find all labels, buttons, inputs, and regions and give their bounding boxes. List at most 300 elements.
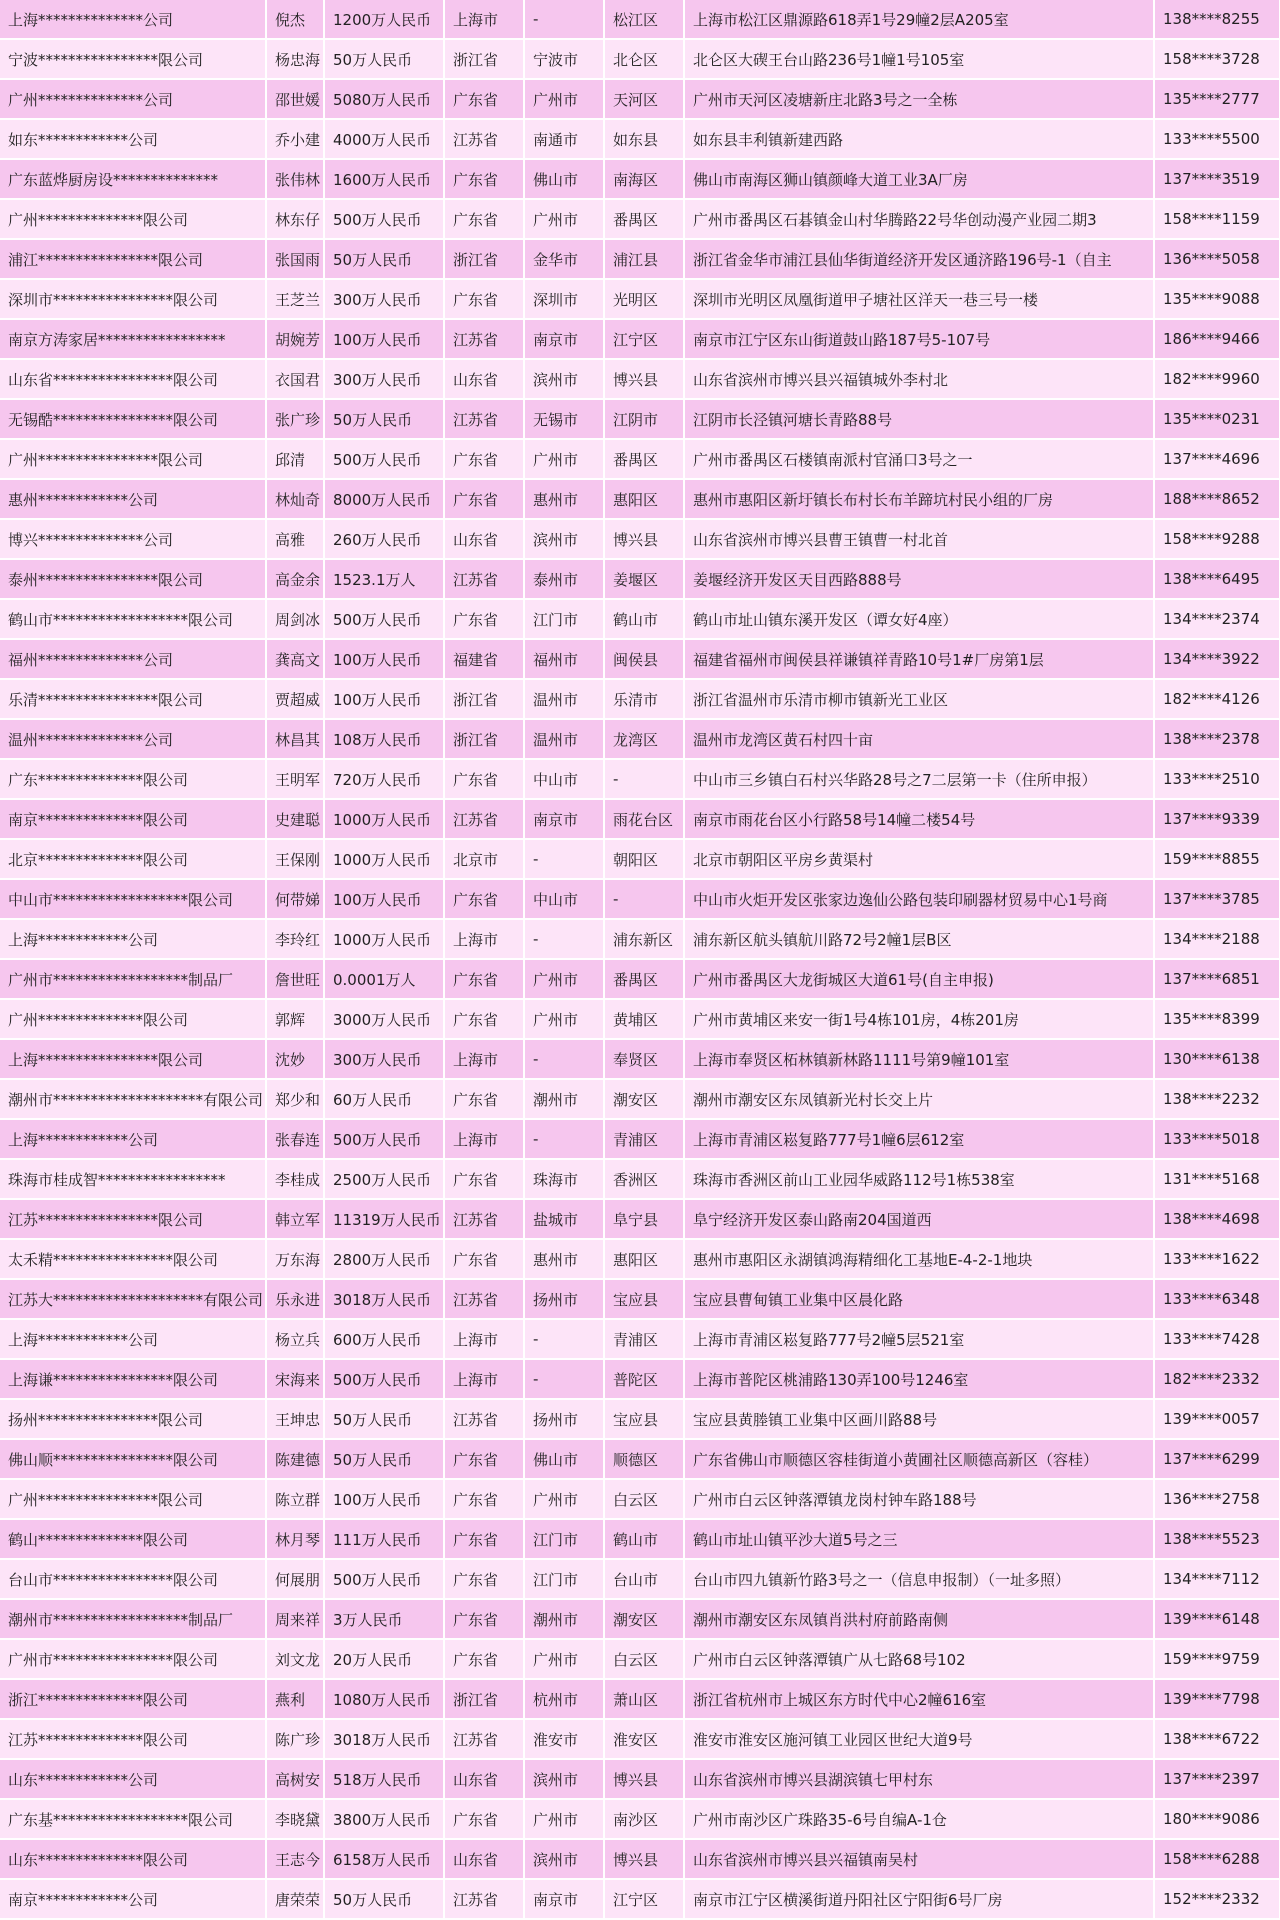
district-cell: 潮安区 <box>604 1079 684 1119</box>
city-cell: 淮安市 <box>524 1719 604 1759</box>
city-cell: 宁波市 <box>524 39 604 79</box>
district-cell: 姜堰区 <box>604 559 684 599</box>
contact-cell: 刘文龙 <box>266 1639 324 1679</box>
capital-cell: 50万人民币 <box>324 399 444 439</box>
address-cell: 广州市番禺区大龙街城区大道61号(自主申报) <box>684 959 1154 999</box>
province-cell: 上海市 <box>444 919 524 959</box>
capital-cell: 1600万人民币 <box>324 159 444 199</box>
address-cell: 广东省佛山市顺德区容桂街道小黄圃社区顺德高新区（容桂） <box>684 1439 1154 1479</box>
city-cell: 江门市 <box>524 1559 604 1599</box>
phone-cell: 137****4696 <box>1154 439 1280 479</box>
contact-cell: 李桂成 <box>266 1159 324 1199</box>
contact-cell: 韩立军 <box>266 1199 324 1239</box>
address-cell: 鹤山市址山镇平沙大道5号之三 <box>684 1519 1154 1559</box>
company-name-cell: 广州****************限公司 <box>0 439 266 479</box>
capital-cell: 300万人民币 <box>324 279 444 319</box>
province-cell: 福建省 <box>444 639 524 679</box>
city-cell: 珠海市 <box>524 1159 604 1199</box>
table-row <box>0 1599 1280 1639</box>
capital-cell: 500万人民币 <box>324 1559 444 1599</box>
address-cell: 浙江省杭州市上城区东方时代中心2幢616室 <box>684 1679 1154 1719</box>
capital-cell: 100万人民币 <box>324 1479 444 1519</box>
table-row <box>0 759 1280 799</box>
capital-cell: 1523.1万人 <box>324 559 444 599</box>
company-name-cell: 潮州市******************制品厂 <box>0 1599 266 1639</box>
company-name-cell: 山东省****************限公司 <box>0 359 266 399</box>
table-row <box>0 799 1280 839</box>
province-cell: 广东省 <box>444 599 524 639</box>
phone-cell: 180****9086 <box>1154 1799 1280 1839</box>
table-row <box>0 1799 1280 1839</box>
address-cell: 广州市白云区钟落潭镇龙岗村钟车路188号 <box>684 1479 1154 1519</box>
contact-cell: 唐荣荣 <box>266 1879 324 1919</box>
table-row <box>0 1479 1280 1519</box>
province-cell: 广东省 <box>444 1799 524 1839</box>
contact-cell: 王志今 <box>266 1839 324 1879</box>
capital-cell: 50万人民币 <box>324 39 444 79</box>
city-cell: 深圳市 <box>524 279 604 319</box>
contact-cell: 张春连 <box>266 1119 324 1159</box>
phone-cell: 136****5058 <box>1154 239 1280 279</box>
province-cell: 上海市 <box>444 1359 524 1399</box>
district-cell: 青浦区 <box>604 1319 684 1359</box>
province-cell: 山东省 <box>444 519 524 559</box>
province-cell: 山东省 <box>444 359 524 399</box>
capital-cell: 5080万人民币 <box>324 79 444 119</box>
address-cell: 南京市雨花台区小行路58号14幢二楼54号 <box>684 799 1154 839</box>
phone-cell: 137****9339 <box>1154 799 1280 839</box>
table-row <box>0 439 1280 479</box>
table-row <box>0 319 1280 359</box>
table-row <box>0 1239 1280 1279</box>
phone-cell: 133****6348 <box>1154 1279 1280 1319</box>
capital-cell: 300万人民币 <box>324 1039 444 1079</box>
table-row <box>0 599 1280 639</box>
capital-cell: 720万人民币 <box>324 759 444 799</box>
address-cell: 南京市江宁区横溪街道丹阳社区宁阳街6号厂房 <box>684 1879 1154 1919</box>
capital-cell: 1000万人民币 <box>324 919 444 959</box>
phone-cell: 134****3922 <box>1154 639 1280 679</box>
city-cell: 扬州市 <box>524 1399 604 1439</box>
district-cell: 江宁区 <box>604 1879 684 1919</box>
capital-cell: 2500万人民币 <box>324 1159 444 1199</box>
province-cell: 江苏省 <box>444 399 524 439</box>
capital-cell: 3000万人民币 <box>324 999 444 1039</box>
city-cell: 滨州市 <box>524 1759 604 1799</box>
district-cell: 黄埔区 <box>604 999 684 1039</box>
table-row <box>0 839 1280 879</box>
company-name-cell: 泰州****************限公司 <box>0 559 266 599</box>
district-cell: 浦东新区 <box>604 919 684 959</box>
province-cell: 广东省 <box>444 999 524 1039</box>
contact-cell: 林灿奇 <box>266 479 324 519</box>
table-row <box>0 1719 1280 1759</box>
contact-cell: 李晓黛 <box>266 1799 324 1839</box>
company-name-cell: 太禾精****************限公司 <box>0 1239 266 1279</box>
contact-cell: 林昌其 <box>266 719 324 759</box>
province-cell: 江苏省 <box>444 559 524 599</box>
address-cell: 广州市南沙区广珠路35-6号自编A-1仓 <box>684 1799 1154 1839</box>
city-cell: - <box>524 1319 604 1359</box>
city-cell: 江门市 <box>524 1519 604 1559</box>
phone-cell: 138****2232 <box>1154 1079 1280 1119</box>
phone-cell: 182****9960 <box>1154 359 1280 399</box>
district-cell: 鹤山市 <box>604 599 684 639</box>
province-cell: 浙江省 <box>444 719 524 759</box>
city-cell: - <box>524 1119 604 1159</box>
district-cell: 如东县 <box>604 119 684 159</box>
table-row <box>0 1439 1280 1479</box>
city-cell: - <box>524 1039 604 1079</box>
province-cell: 广东省 <box>444 1599 524 1639</box>
district-cell: 光明区 <box>604 279 684 319</box>
address-cell: 北仑区大碶王台山路236号1幢1号105室 <box>684 39 1154 79</box>
table-row <box>0 1679 1280 1719</box>
address-cell: 山东省滨州市博兴县曹王镇曹一村北首 <box>684 519 1154 559</box>
company-name-cell: 南京方涛家居***************** <box>0 319 266 359</box>
phone-cell: 182****4126 <box>1154 679 1280 719</box>
capital-cell: 8000万人民币 <box>324 479 444 519</box>
city-cell: 江门市 <box>524 599 604 639</box>
city-cell: - <box>524 919 604 959</box>
city-cell: 福州市 <box>524 639 604 679</box>
city-cell: 广州市 <box>524 959 604 999</box>
province-cell: 上海市 <box>444 1039 524 1079</box>
company-name-cell: 广州**************公司 <box>0 79 266 119</box>
city-cell: 中山市 <box>524 879 604 919</box>
city-cell: 潮州市 <box>524 1079 604 1119</box>
company-name-cell: 如东************公司 <box>0 119 266 159</box>
contact-cell: 周剑冰 <box>266 599 324 639</box>
district-cell: 番禺区 <box>604 199 684 239</box>
city-cell: - <box>524 839 604 879</box>
capital-cell: 500万人民币 <box>324 599 444 639</box>
table-row <box>0 1839 1280 1879</box>
district-cell: 惠阳区 <box>604 479 684 519</box>
contact-cell: 张伟林 <box>266 159 324 199</box>
capital-cell: 6158万人民币 <box>324 1839 444 1879</box>
contact-cell: 张广珍 <box>266 399 324 439</box>
table-row <box>0 639 1280 679</box>
contact-cell: 王明军 <box>266 759 324 799</box>
province-cell: 江苏省 <box>444 799 524 839</box>
table-row <box>0 1639 1280 1679</box>
phone-cell: 139****0057 <box>1154 1399 1280 1439</box>
phone-cell: 134****2374 <box>1154 599 1280 639</box>
province-cell: 广东省 <box>444 1439 524 1479</box>
city-cell: 滨州市 <box>524 359 604 399</box>
company-name-cell: 宁波****************限公司 <box>0 39 266 79</box>
district-cell: 鹤山市 <box>604 1519 684 1559</box>
table-row <box>0 1519 1280 1559</box>
company-name-cell: 广州**************限公司 <box>0 999 266 1039</box>
company-name-cell: 珠海市桂成智***************** <box>0 1159 266 1199</box>
city-cell: 佛山市 <box>524 1439 604 1479</box>
company-name-cell: 广州市****************限公司 <box>0 1639 266 1679</box>
table-row <box>0 1319 1280 1359</box>
company-name-cell: 江苏**************限公司 <box>0 1719 266 1759</box>
city-cell: 潮州市 <box>524 1599 604 1639</box>
table-row <box>0 1159 1280 1199</box>
capital-cell: 50万人民币 <box>324 1879 444 1919</box>
city-cell: 中山市 <box>524 759 604 799</box>
company-name-cell: 惠州************公司 <box>0 479 266 519</box>
contact-cell: 高雅 <box>266 519 324 559</box>
capital-cell: 500万人民币 <box>324 199 444 239</box>
capital-cell: 100万人民币 <box>324 639 444 679</box>
district-cell: - <box>604 879 684 919</box>
contact-cell: 乔小建 <box>266 119 324 159</box>
table-row <box>0 999 1280 1039</box>
address-cell: 阜宁经济开发区泰山路南204国道西 <box>684 1199 1154 1239</box>
phone-cell: 182****2332 <box>1154 1359 1280 1399</box>
province-cell: 江苏省 <box>444 119 524 159</box>
address-cell: 山东省滨州市博兴县湖滨镇七甲村东 <box>684 1759 1154 1799</box>
capital-cell: 300万人民币 <box>324 359 444 399</box>
phone-cell: 139****7798 <box>1154 1679 1280 1719</box>
district-cell: 南沙区 <box>604 1799 684 1839</box>
district-cell: 潮安区 <box>604 1599 684 1639</box>
phone-cell: 139****6148 <box>1154 1599 1280 1639</box>
contact-cell: 沈妙 <box>266 1039 324 1079</box>
company-name-cell: 广东蓝烨厨房设************** <box>0 159 266 199</box>
district-cell: 淮安区 <box>604 1719 684 1759</box>
city-cell: - <box>524 0 604 39</box>
province-cell: 上海市 <box>444 1119 524 1159</box>
address-cell: 惠州市惠阳区永湖镇鸿海精细化工基地E-4-2-1地块 <box>684 1239 1154 1279</box>
city-cell: 南通市 <box>524 119 604 159</box>
capital-cell: 20万人民币 <box>324 1639 444 1679</box>
district-cell: 番禺区 <box>604 439 684 479</box>
address-cell: 浙江省温州市乐清市柳市镇新光工业区 <box>684 679 1154 719</box>
address-cell: 中山市火炬开发区张家边逸仙公路包装印刷器材贸易中心1号商 <box>684 879 1154 919</box>
phone-cell: 138****5523 <box>1154 1519 1280 1559</box>
district-cell: 博兴县 <box>604 1759 684 1799</box>
district-cell: 江宁区 <box>604 319 684 359</box>
contact-cell: 何带娣 <box>266 879 324 919</box>
company-name-cell: 台山市****************限公司 <box>0 1559 266 1599</box>
city-cell: 广州市 <box>524 999 604 1039</box>
table-row <box>0 679 1280 719</box>
province-cell: 广东省 <box>444 879 524 919</box>
capital-cell: 500万人民币 <box>324 1359 444 1399</box>
capital-cell: 100万人民币 <box>324 679 444 719</box>
address-cell: 山东省滨州市博兴县兴福镇城外李村北 <box>684 359 1154 399</box>
contact-cell: 王芝兰 <box>266 279 324 319</box>
table-row <box>0 239 1280 279</box>
capital-cell: 600万人民币 <box>324 1319 444 1359</box>
phone-cell: 136****2758 <box>1154 1479 1280 1519</box>
company-name-cell: 山东************公司 <box>0 1759 266 1799</box>
phone-cell: 188****8652 <box>1154 479 1280 519</box>
phone-cell: 133****7428 <box>1154 1319 1280 1359</box>
phone-cell: 133****5018 <box>1154 1119 1280 1159</box>
table-row <box>0 959 1280 999</box>
contact-cell: 陈立群 <box>266 1479 324 1519</box>
capital-cell: 1000万人民币 <box>324 839 444 879</box>
contact-cell: 乐永进 <box>266 1279 324 1319</box>
city-cell: 佛山市 <box>524 159 604 199</box>
district-cell: 闽侯县 <box>604 639 684 679</box>
city-cell: 惠州市 <box>524 1239 604 1279</box>
district-cell: 台山市 <box>604 1559 684 1599</box>
company-name-cell: 广东**************限公司 <box>0 759 266 799</box>
phone-cell: 138****4698 <box>1154 1199 1280 1239</box>
table-row <box>0 0 1280 39</box>
province-cell: 广东省 <box>444 1159 524 1199</box>
city-cell: 广州市 <box>524 1479 604 1519</box>
contact-cell: 宋海来 <box>266 1359 324 1399</box>
province-cell: 江苏省 <box>444 319 524 359</box>
table-row <box>0 919 1280 959</box>
province-cell: 江苏省 <box>444 1279 524 1319</box>
contact-cell: 衣国君 <box>266 359 324 399</box>
contact-cell: 张国雨 <box>266 239 324 279</box>
capital-cell: 3018万人民币 <box>324 1719 444 1759</box>
city-cell: 南京市 <box>524 319 604 359</box>
company-name-cell: 广东基******************限公司 <box>0 1799 266 1839</box>
capital-cell: 3万人民币 <box>324 1599 444 1639</box>
table-row <box>0 1279 1280 1319</box>
district-cell: 顺德区 <box>604 1439 684 1479</box>
company-name-cell: 浙江**************限公司 <box>0 1679 266 1719</box>
city-cell: 盐城市 <box>524 1199 604 1239</box>
company-name-cell: 山东**************限公司 <box>0 1839 266 1879</box>
address-cell: 广州市黄埔区来安一街1号4栋101房，4栋201房 <box>684 999 1154 1039</box>
table-row <box>0 1559 1280 1599</box>
district-cell: 天河区 <box>604 79 684 119</box>
company-name-cell: 上海**************公司 <box>0 0 266 39</box>
province-cell: 广东省 <box>444 159 524 199</box>
city-cell: 滨州市 <box>524 519 604 559</box>
phone-cell: 186****9466 <box>1154 319 1280 359</box>
capital-cell: 50万人民币 <box>324 239 444 279</box>
address-cell: 江阴市长泾镇河塘长青路88号 <box>684 399 1154 439</box>
table-row <box>0 279 1280 319</box>
address-cell: 如东县丰利镇新建西路 <box>684 119 1154 159</box>
company-name-cell: 南京************公司 <box>0 1879 266 1919</box>
province-cell: 浙江省 <box>444 679 524 719</box>
phone-cell: 134****7112 <box>1154 1559 1280 1599</box>
phone-cell: 158****1159 <box>1154 199 1280 239</box>
phone-cell: 158****3728 <box>1154 39 1280 79</box>
city-cell: 泰州市 <box>524 559 604 599</box>
district-cell: 博兴县 <box>604 519 684 559</box>
phone-cell: 152****2332 <box>1154 1879 1280 1919</box>
address-cell: 上海市青浦区崧复路777号1幢6层612室 <box>684 1119 1154 1159</box>
capital-cell: 1080万人民币 <box>324 1679 444 1719</box>
company-name-cell: 鹤山市******************限公司 <box>0 599 266 639</box>
city-cell: 温州市 <box>524 719 604 759</box>
district-cell: 惠阳区 <box>604 1239 684 1279</box>
district-cell: 宝应县 <box>604 1279 684 1319</box>
address-cell: 淮安市淮安区施河镇工业园区世纪大道9号 <box>684 1719 1154 1759</box>
table-row <box>0 879 1280 919</box>
phone-cell: 137****2397 <box>1154 1759 1280 1799</box>
address-cell: 姜堰经济开发区天目西路888号 <box>684 559 1154 599</box>
province-cell: 广东省 <box>444 1519 524 1559</box>
phone-cell: 135****0231 <box>1154 399 1280 439</box>
province-cell: 广东省 <box>444 199 524 239</box>
district-cell: 乐清市 <box>604 679 684 719</box>
province-cell: 江苏省 <box>444 1399 524 1439</box>
capital-cell: 50万人民币 <box>324 1439 444 1479</box>
district-cell: 奉贤区 <box>604 1039 684 1079</box>
phone-cell: 135****8399 <box>1154 999 1280 1039</box>
address-cell: 珠海市香洲区前山工业园华威路112号1栋538室 <box>684 1159 1154 1199</box>
phone-cell: 133****2510 <box>1154 759 1280 799</box>
address-cell: 浙江省金华市浦江县仙华街道经济开发区通济路196号-1（自主 <box>684 239 1154 279</box>
company-name-cell: 温州**************公司 <box>0 719 266 759</box>
table-row <box>0 1399 1280 1439</box>
district-cell: 白云区 <box>604 1639 684 1679</box>
phone-cell: 135****2777 <box>1154 79 1280 119</box>
address-cell: 浦东新区航头镇航川路72号2幢1层B区 <box>684 919 1154 959</box>
company-name-cell: 江苏****************限公司 <box>0 1199 266 1239</box>
city-cell: 惠州市 <box>524 479 604 519</box>
phone-cell: 138****8255 <box>1154 0 1280 39</box>
address-cell: 佛山市南海区狮山镇颜峰大道工业3A厂房 <box>684 159 1154 199</box>
city-cell: 滨州市 <box>524 1839 604 1879</box>
table-row <box>0 559 1280 599</box>
province-cell: 浙江省 <box>444 1679 524 1719</box>
district-cell: 浦江县 <box>604 239 684 279</box>
table-row <box>0 199 1280 239</box>
contact-cell: 林月琴 <box>266 1519 324 1559</box>
district-cell: 白云区 <box>604 1479 684 1519</box>
capital-cell: 60万人民币 <box>324 1079 444 1119</box>
address-cell: 北京市朝阳区平房乡黄渠村 <box>684 839 1154 879</box>
city-cell: 广州市 <box>524 1799 604 1839</box>
contact-cell: 龚高文 <box>266 639 324 679</box>
capital-cell: 50万人民币 <box>324 1399 444 1439</box>
table-row <box>0 359 1280 399</box>
table-row <box>0 1119 1280 1159</box>
company-name-cell: 上海谦****************限公司 <box>0 1359 266 1399</box>
company-name-cell: 江苏大********************有限公司 <box>0 1279 266 1319</box>
city-cell: 广州市 <box>524 199 604 239</box>
contact-cell: 陈广珍 <box>266 1719 324 1759</box>
province-cell: 江苏省 <box>444 1879 524 1919</box>
phone-cell: 158****9288 <box>1154 519 1280 559</box>
company-name-cell: 广州****************限公司 <box>0 1479 266 1519</box>
province-cell: 江苏省 <box>444 1199 524 1239</box>
city-cell: 杭州市 <box>524 1679 604 1719</box>
company-name-cell: 上海************公司 <box>0 1119 266 1159</box>
capital-cell: 500万人民币 <box>324 1119 444 1159</box>
table-row <box>0 1759 1280 1799</box>
contact-cell: 高树安 <box>266 1759 324 1799</box>
province-cell: 广东省 <box>444 1559 524 1599</box>
table-row <box>0 519 1280 559</box>
contact-cell: 王保刚 <box>266 839 324 879</box>
capital-cell: 100万人民币 <box>324 879 444 919</box>
district-cell: 阜宁县 <box>604 1199 684 1239</box>
province-cell: 浙江省 <box>444 239 524 279</box>
province-cell: 广东省 <box>444 279 524 319</box>
city-cell: 温州市 <box>524 679 604 719</box>
phone-cell: 137****3519 <box>1154 159 1280 199</box>
address-cell: 台山市四九镇新竹路3号之一（信息申报制）（一址多照） <box>684 1559 1154 1599</box>
address-cell: 惠州市惠阳区新圩镇长布村长布羊蹄坑村民小组的厂房 <box>684 479 1154 519</box>
company-name-cell: 广州**************限公司 <box>0 199 266 239</box>
capital-cell: 0.0001万人 <box>324 959 444 999</box>
province-cell: 广东省 <box>444 1639 524 1679</box>
district-cell: 宝应县 <box>604 1399 684 1439</box>
province-cell: 广东省 <box>444 79 524 119</box>
phone-cell: 131****5168 <box>1154 1159 1280 1199</box>
contact-cell: 邱清 <box>266 439 324 479</box>
